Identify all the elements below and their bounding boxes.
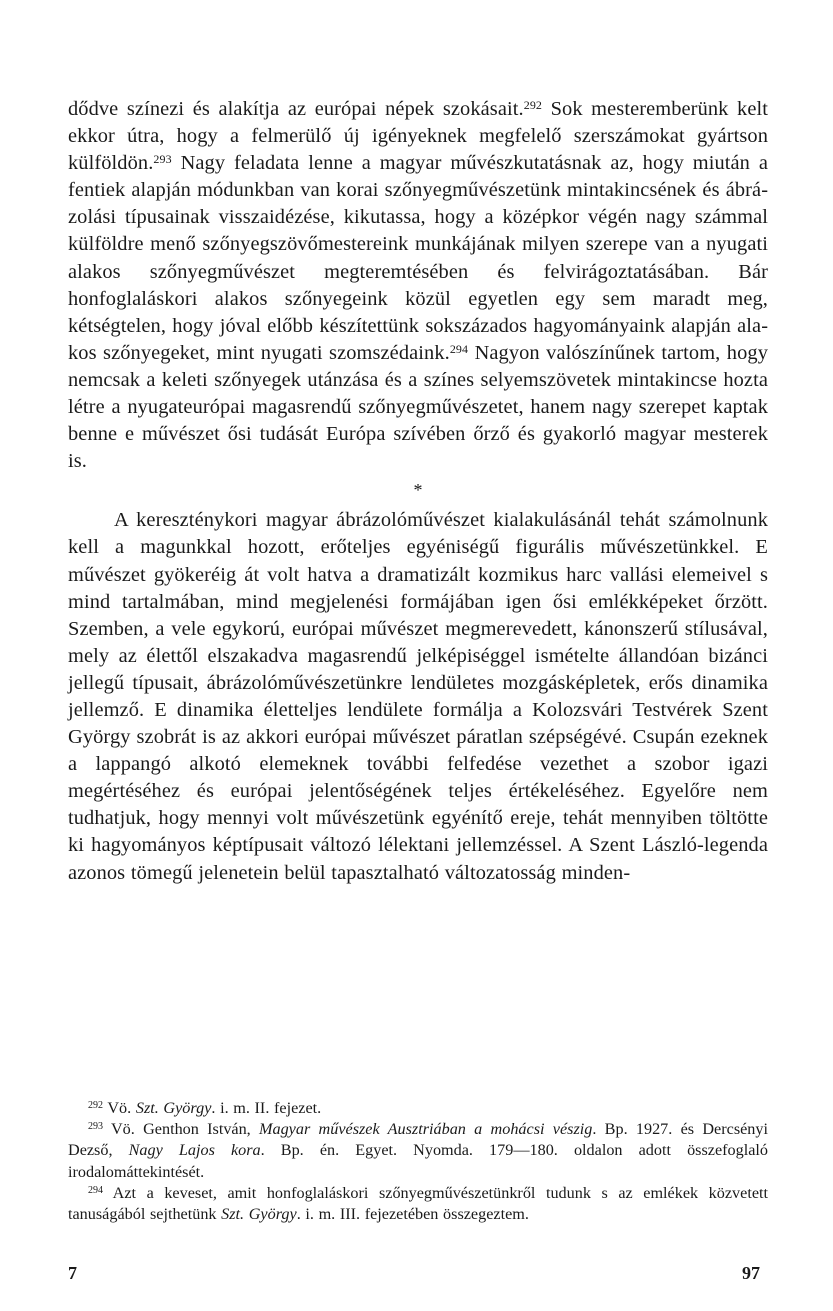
- footnote-number: 294: [88, 1184, 103, 1196]
- footnote-text: . Bp. 1927. és Dercsényi Dezső,: [68, 1120, 768, 1160]
- body-paragraph-1: [68, 96, 768, 475]
- footnote-text: Vö.: [103, 1099, 136, 1117]
- footnote-text: Azt a keveset, amit honfoglaláskori szőnyegművészetünkről tudunk s az emlékek közvetett tanuságából sejthetünk: [68, 1183, 768, 1224]
- footnote-text: . i. m. II. fejezet.: [211, 1099, 322, 1117]
- footnote-292: [68, 1098, 768, 1119]
- section-separator: *: [413, 480, 423, 501]
- footnote-number: 292: [88, 1100, 103, 1111]
- footnote-number: 293: [88, 1121, 103, 1133]
- page-body: [68, 96, 768, 887]
- body-paragraph-2: A kereszténykori magyar ábrázolóművészet kialakulásánál tehát számolnunk kell a magunkkal hozott, erőteljes egyéniségű figurális művészetünkkel. E művészet gyökeréig át volt hatva a dramatizált kozmikus harc vallási elemeivel s mind tartalmában, mind megjelenési formájában igen ősi emlékképeket őrzött. Szemben, a vele egykorú, európai művészet megmerevedett, kánonszerű stílusával, mely az élettől elszakadva magasrendű jelképiséggel ismételte állandóan bizánci jellegű típusait, ábrázolóművészetünkre lendületes mozgásképletek, erős dinamika jellemző. E dinamika életteljes lendülete formálja a Kolozsvári Testvérek Szent György szobrát is az akkori európai művészet páratlan szépségévé. Csupán ezeknek a lappangó alkotó elemeknek további felfedése vezethet a szobor igazi megértéséhez és európai jelentőségének teljes értékeléséhez. Egyelőre nem tudhatjuk, hogy mennyi volt művészetünk egyénítő ereje, tehát mennyiben töltötte ki hagyományos képtípusait változó lélektani jellemzéssel. A Szent László-legenda azonos tömegű jelenetein belül tapasztalható változatosság minden-: [68, 509, 768, 884]
- footnote-ref: 293: [153, 152, 172, 167]
- paragraph-text: Nagy feladata lenne a magyar művészkutatásnak az, hogy miután a fentiek alapján módunkban van korai szőnyegművészetünk mintakincsének és ábrázolási típusainak visszaidézése, kikutassa, hogy a középkor végén nagy számmal külföldre menő szőnyegszövőmestereink munkájának milyen szerepe van a nyugati alakos szőnyegművészet megteremtésében és felvirágoztatásában. Bár honfoglaláskori alakos szőnyegeink közül egyetlen egy sem maradt meg, kétségtelen, hogy jóval előbb készítettünk sokszázados hagyományaink alapján alakos szőnyegeket, mint nyugati szomszédaink.: [68, 152, 768, 364]
- paragraph-text: dődve színezi és alakítja az európai népek szokásait.: [68, 98, 524, 120]
- footnote-text: . i. m. III. fejezetében összegeztem.: [296, 1205, 529, 1224]
- footnote-title: Szt. György: [221, 1205, 297, 1224]
- footnote-text: Vö. Genthon István,: [103, 1120, 260, 1139]
- footnote-293: [68, 1119, 768, 1183]
- footnotes: [68, 1098, 768, 1225]
- paragraph-text: Sok mesteremberünk kelt ekkor útra, hogy a felmerülő új igényeknek megfelelő szerszámokat gyártson külföldön.: [68, 98, 768, 175]
- signature-mark: 7: [68, 1263, 77, 1283]
- footnote-ref: 292: [523, 98, 543, 112]
- footnote-title: Szt. György: [135, 1099, 212, 1117]
- footnote-text: . Bp. én. Egyet. Nyomda. 179—180. oldalon adott összefoglaló irodalomáttekintését.: [68, 1141, 768, 1181]
- footnote-title: Nagy Lajos kora: [128, 1141, 261, 1160]
- footnote-ref: 294: [449, 341, 469, 356]
- footnote-294: [68, 1183, 768, 1225]
- footnote-title: Magyar művészek Ausztriában a mohácsi vészig: [259, 1120, 593, 1139]
- paragraph-text: Nagyon valószínűnek tartom, hogy nemcsak a keleti szőnyegek utánzása és a színes selyemszövetek mintakincse hozta létre a nyugateurópai magasrendű szőnyegművészetet, hanem nagy szerepet kaptak benne e művészet ősi tudását Európa szívében őrző és gyakorló magyar mesterek is.: [68, 341, 768, 473]
- page-number: 97: [742, 1263, 760, 1283]
